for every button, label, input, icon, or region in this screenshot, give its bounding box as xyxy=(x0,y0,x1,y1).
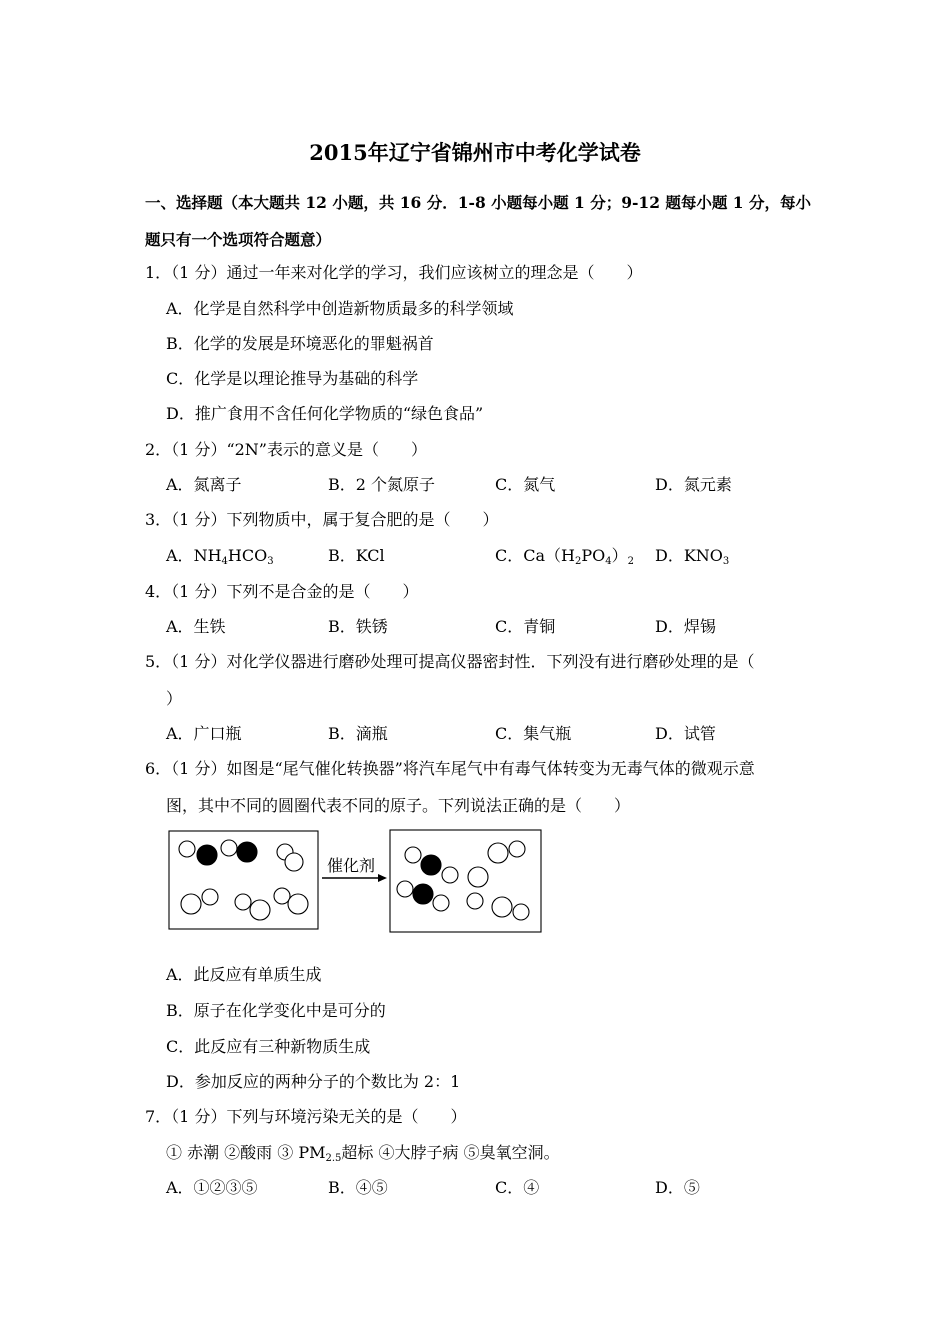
question-4-option-c: C．青铜 xyxy=(495,617,556,636)
atom-black xyxy=(413,884,433,904)
reaction-diagram-svg xyxy=(166,828,546,938)
question-4-option-b: B．铁锈 xyxy=(328,617,388,636)
question-2-option-c: C．氮气 xyxy=(495,475,556,494)
atom-white xyxy=(274,888,290,904)
atom-white xyxy=(442,867,458,883)
atom-white xyxy=(179,841,195,857)
atom-white xyxy=(492,897,512,917)
atom-white xyxy=(285,853,303,871)
question-6-stem: 6．（1 分）如图是“尾气催化转换器”将汽车尾气中有毒气体转变为无毒气体的微观示意 xyxy=(145,759,755,778)
question-6-option-a: A．此反应有单质生成 xyxy=(166,965,322,984)
question-7-option-c: C．④ xyxy=(495,1178,540,1197)
question-5-option-a: A．广口瓶 xyxy=(166,724,242,743)
question-5-option-b: B．滴瓶 xyxy=(328,724,388,743)
question-5-option-d: D．试管 xyxy=(655,724,716,743)
atom-white xyxy=(405,847,421,863)
question-7-option-b: B．④⑤ xyxy=(328,1178,388,1197)
question-1-stem: 1．（1 分）通过一年来对化学的学习，我们应该树立的理念是（ ） xyxy=(145,263,643,282)
question-2-option-d: D．氮元素 xyxy=(655,475,732,494)
question-6-option-c: C．此反应有三种新物质生成 xyxy=(166,1037,371,1056)
question-7-items: ① 赤潮 ②酸雨 ③ $PM_{2.5}$超标 ④大脖子病 ⑤臭氧空洞。 xyxy=(166,1143,560,1164)
atom-white xyxy=(235,894,251,910)
question-5-stem: 5．（1 分）对化学仪器进行磨砂处理可提高仪器密封性．下列没有进行磨砂处理的是（ xyxy=(145,652,755,671)
question-4-stem: 4．（1 分）下列不是合金的是（ ） xyxy=(145,582,419,601)
page-title: 2015年辽宁省锦州市中考化学试卷 xyxy=(309,140,641,165)
section-heading-line1: 一、选择题（本大题共 12 小题，共 16 分．1-8 小题每小题 1 分；9-12 题每小题 1 分，每小 xyxy=(145,193,811,212)
question-1-option-b: B．化学的发展是环境恶化的罪魁祸首 xyxy=(166,334,434,353)
question-1-option-c: C．化学是以理论推导为基础的科学 xyxy=(166,369,419,388)
question-6-stem-continued: 图，其中不同的圆圈代表不同的原子。下列说法正确的是（ ） xyxy=(166,796,631,815)
atom-black xyxy=(197,845,217,865)
question-5-stem-continued: ） xyxy=(166,689,183,708)
question-2-option-a: A．氮离子 xyxy=(166,475,242,494)
question-7-stem: 7．（1 分）下列与环境污染无关的是（ ） xyxy=(145,1107,467,1126)
atom-white xyxy=(202,889,218,905)
question-3-stem: 3．（1 分）下列物质中，属于复合肥的是（ ） xyxy=(145,510,499,529)
question-1-option-a: A．化学是自然科学中创造新物质最多的科学领域 xyxy=(166,299,514,318)
question-1-option-d: D．推广食用不含任何化学物质的“绿色食品” xyxy=(166,404,484,423)
atom-white xyxy=(250,900,270,920)
atom-white xyxy=(397,881,413,897)
question-6-option-b: B．原子在化学变化中是可分的 xyxy=(166,1001,386,1020)
question-7-option-a: A．①②③⑤ xyxy=(166,1178,258,1197)
question-4-option-a: A．生铁 xyxy=(166,617,226,636)
question-6-option-d: D．参加反应的两种分子的个数比为 2：1 xyxy=(166,1072,461,1091)
question-5-option-c: C．集气瓶 xyxy=(495,724,572,743)
question-2-option-b: B．2 个氮原子 xyxy=(328,475,436,494)
atom-black xyxy=(421,855,441,875)
catalyst-label: 催化剂 xyxy=(327,856,376,875)
atom-white xyxy=(433,895,449,911)
atom-white xyxy=(513,904,529,920)
question-3-option-a: A．$NH_4HCO_3$ xyxy=(166,546,274,567)
reaction-arrow-head xyxy=(378,874,387,882)
atom-black xyxy=(237,842,257,862)
question-3-option-c: C．$Ca(H_2PO_4)_2$ xyxy=(495,546,635,567)
atom-white xyxy=(221,840,237,856)
question-7-option-d: D．⑤ xyxy=(655,1178,700,1197)
question-3-option-b: B．KCl xyxy=(328,546,385,565)
reaction-diagram xyxy=(166,828,546,938)
atom-white xyxy=(181,894,201,914)
atom-white xyxy=(488,843,508,863)
question-2-stem: 2．（1 分）“2N”表示的意义是（ ） xyxy=(145,440,427,459)
atom-white xyxy=(509,841,525,857)
atom-white xyxy=(467,893,483,909)
atom-white xyxy=(468,867,488,887)
atom-white xyxy=(288,894,308,914)
question-4-option-d: D．焊锡 xyxy=(655,617,716,636)
section-heading-line2: 题只有一个选项符合题意） xyxy=(145,230,332,249)
question-3-option-d: D．$KNO_3$ xyxy=(655,546,730,567)
